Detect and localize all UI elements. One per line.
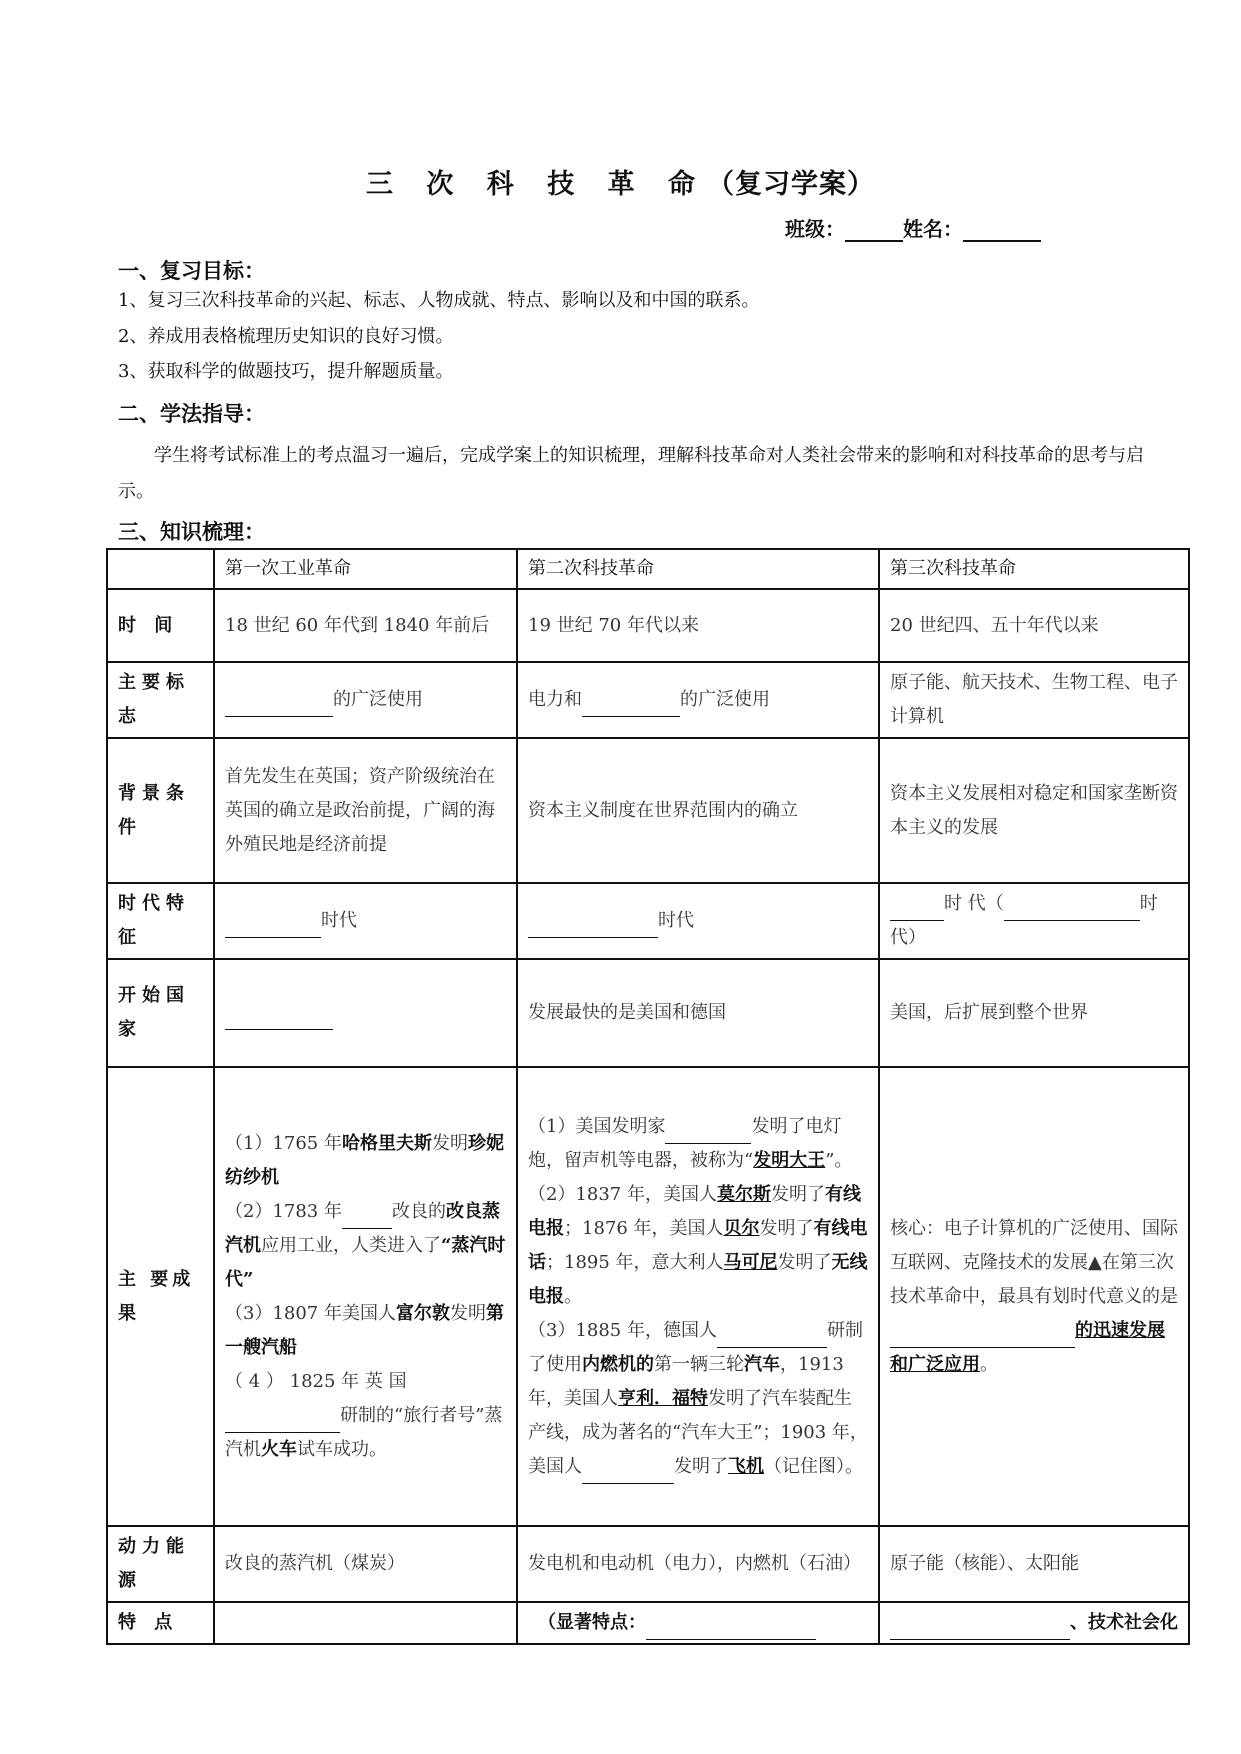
cell: 发展最快的是美国和德国	[517, 959, 879, 1067]
fill-blank[interactable]	[890, 1615, 1070, 1640]
cell: 时代	[214, 883, 517, 959]
table-row-country	[107, 959, 1189, 1067]
fill-blank[interactable]	[717, 1323, 827, 1348]
fill-blank[interactable]	[582, 1459, 674, 1484]
table-row-era	[107, 883, 1189, 959]
fill-blank[interactable]	[890, 896, 944, 921]
class-name-line	[785, 213, 1041, 242]
fill-blank[interactable]	[582, 692, 680, 717]
fill-blank[interactable]	[342, 1204, 392, 1229]
table-header-row	[107, 549, 1189, 589]
table-row-time	[107, 589, 1189, 662]
fill-blank[interactable]	[225, 1005, 333, 1030]
goal-item: 2、养成用表格梳理历史知识的良好习惯。	[118, 326, 454, 347]
cell: 首先发生在英国；资产阶级统治在英国的确立是政治前提，广阔的海外殖民地是经济前提	[214, 738, 517, 883]
title-main: 三 次 科 技 革 命	[366, 169, 707, 200]
cell: 的广泛使用	[214, 662, 517, 738]
class-label: 班级：	[785, 217, 845, 241]
fill-blank[interactable]	[225, 913, 321, 938]
section-heading-goals: 一、复习目标：	[118, 259, 265, 283]
cell: 资本主义制度在世界范围内的确立	[517, 738, 879, 883]
fill-blank[interactable]	[890, 1323, 1075, 1348]
name-label: 姓名：	[903, 217, 963, 241]
cell: （1）1765 年哈格里夫斯发明珍妮纺纱机 （2）1783 年 改良的改良蒸汽机应用工业，人类进入了“蒸汽时代” （3）1807 年美国人富尔敦发明第一艘汽船 （ 4 ） 1825 年 英 国 研制的“旅行者号”蒸汽机火车试车成功。	[214, 1067, 517, 1526]
goal-item: 1、复习三次科技革命的兴起、标志、人物成就、特点、影响以及和中国的联系。	[118, 290, 760, 311]
row-label-power: 动力能源	[107, 1526, 214, 1602]
header-first-revolution: 第一次工业革命	[214, 549, 517, 589]
title-sub: （复习学案）	[707, 169, 875, 200]
knowledge-table	[106, 548, 1190, 1645]
cell: 电力和 的广泛使用	[517, 662, 879, 738]
table-row-sign	[107, 662, 1189, 738]
fill-blank[interactable]	[225, 692, 333, 717]
cell: 发电机和电动机（电力），内燃机（石油）	[517, 1526, 879, 1602]
fill-blank[interactable]	[1004, 896, 1140, 921]
fill-blank[interactable]	[528, 913, 658, 938]
row-label-era: 时代特征	[107, 883, 214, 959]
goal-item: 3、获取科学的做题技巧，提升解题质量。	[118, 361, 454, 382]
cell	[214, 959, 517, 1067]
cell: 美国，后扩展到整个世界	[879, 959, 1189, 1067]
row-label-achievements: 主 要成果	[107, 1067, 214, 1526]
row-label-time: 时 间	[107, 589, 214, 662]
cell: 、技术社会化	[879, 1602, 1189, 1644]
cell	[214, 1602, 517, 1644]
cell: 时 代（ 时代）	[879, 883, 1189, 959]
cell: （显著特点：	[517, 1602, 879, 1644]
cell: （1）美国发明家 发明了电灯炮，留声机等电器，被称为“发明大王”。 （2）1837 年，美国人莫尔斯发明了有线电报；1876 年，美国人贝尔发明了有线电话；1895 年，意大利人马可尼发明了无线电报。 （3）1885 年，德国人 研制了使用内燃机的第一辆三轮汽车，1913 年，美国人亨利．福特发明了汽车装配生产线，成为著名的“汽车大王”；1903 年，美国人 发明了飞机（记住图）。	[517, 1067, 879, 1526]
cell: 原子能（核能）、太阳能	[879, 1526, 1189, 1602]
header-second-revolution: 第二次科技革命	[517, 549, 879, 589]
fill-blank[interactable]	[665, 1119, 751, 1144]
row-label-feature: 特 点	[107, 1602, 214, 1644]
name-blank[interactable]	[963, 220, 1041, 242]
cell: 原子能、航天技术、生物工程、电子计算机	[879, 662, 1189, 738]
section-heading-method: 二、学法指导：	[118, 402, 265, 426]
header-corner	[107, 549, 214, 589]
table-row-background	[107, 738, 1189, 883]
fill-blank[interactable]	[646, 1615, 816, 1640]
cell: 20 世纪四、五十年代以来	[879, 589, 1189, 662]
table-row-feature	[107, 1602, 1189, 1644]
cell: 时代	[517, 883, 879, 959]
table-row-power	[107, 1526, 1189, 1602]
row-label-background: 背景条件	[107, 738, 214, 883]
fill-blank[interactable]	[225, 1408, 340, 1433]
header-third-revolution: 第三次科技革命	[879, 549, 1189, 589]
cell: 资本主义发展相对稳定和国家垄断资本主义的发展	[879, 738, 1189, 883]
cell: 改良的蒸汽机（煤炭）	[214, 1526, 517, 1602]
row-label-sign: 主要标志	[107, 662, 214, 738]
page-title	[0, 162, 1241, 201]
class-blank[interactable]	[845, 220, 903, 242]
cell: 核心：电子计算机的广泛使用、国际互联网、克隆技术的发展▲在第三次技术革命中，最具有划时代意义的是的迅速发展和广泛应用。	[879, 1067, 1189, 1526]
row-label-country: 开始国家	[107, 959, 214, 1067]
table-row-achievements	[107, 1067, 1189, 1526]
section-heading-knowledge: 三、知识梳理：	[118, 520, 265, 544]
method-paragraph: 学生将考试标准上的考点温习一遍后，完成学案上的知识梳理，理解科技革命对人类社会带来的影响和对科技革命的思考与启示。	[118, 445, 1144, 502]
cell: 18 世纪 60 年代到 1840 年前后	[214, 589, 517, 662]
cell: 19 世纪 70 年代以来	[517, 589, 879, 662]
